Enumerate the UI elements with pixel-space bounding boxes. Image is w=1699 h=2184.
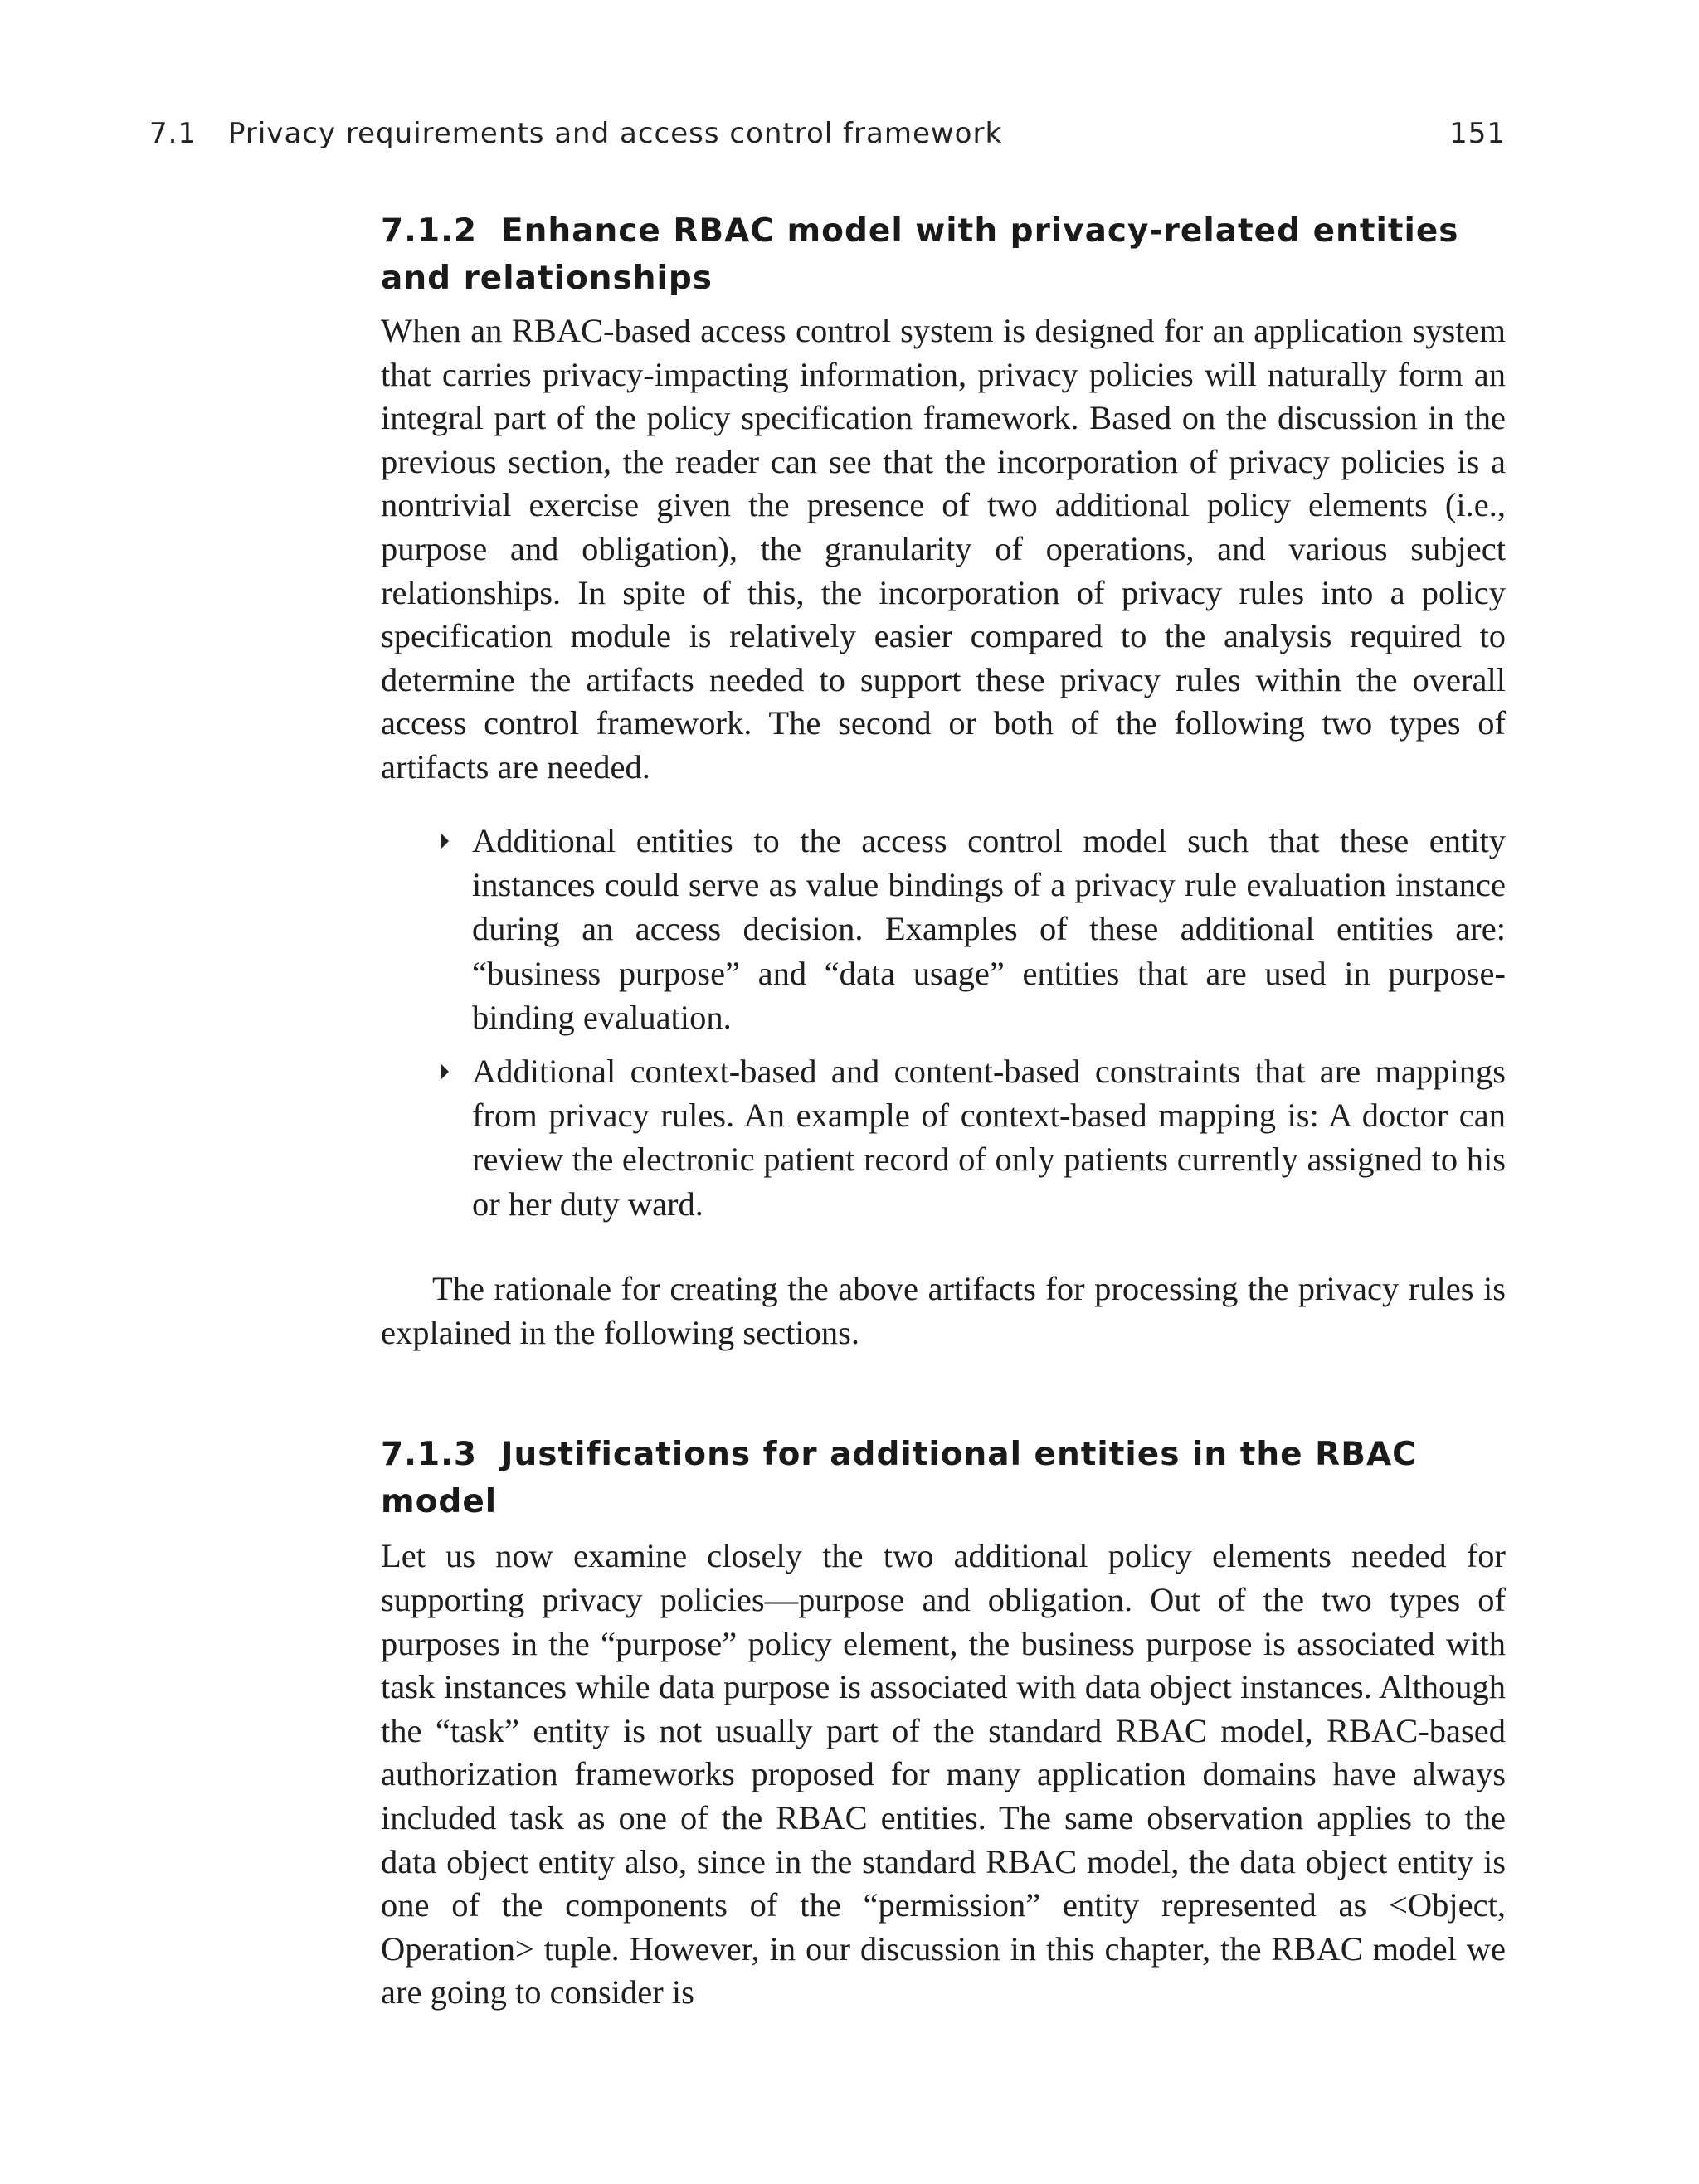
section-heading-7-1-3 [381, 1431, 1506, 1525]
triangle-bullet-icon [441, 833, 449, 849]
section-number-7-1-2: 7.1.2 [381, 212, 478, 250]
section-heading-7-1-2 [381, 207, 1506, 302]
running-head-section-number: 7.1 [149, 117, 197, 150]
section-number-7-1-3: 7.1.3 [381, 1436, 478, 1474]
section-7-1-3-paragraph: Let us now examine closely the two additional policy elements needed for supporting privacy policies—purpose and obligation. Out of the two types of purposes in the “purpose” policy element, the business purpose is associated with task instances while data purpose is associated with data object instances. Although the “task” entity is not usually part of the standard RBAC model, RBAC-based authorization frameworks proposed for many application domains have always included task as one of the RBAC entities. The same observation applies to the data object entity also, since in the standard RBAC model, the data object entity is one of the components of the “permission” entity represented as <Object, Operation> tuple. However, in our discussion in this chapter, the RBAC model we are going to consider is [381, 1537, 1506, 2011]
section-title-7-1-3: Justifications for additional entities in the RBAC model [381, 1436, 1417, 1521]
page-body [381, 207, 1506, 2015]
page-number: 151 [1449, 117, 1506, 150]
rationale-paragraph: The rationale for creating the above artifacts for processing the privacy rules is explained in the following sections. [381, 1270, 1506, 1351]
running-head [149, 117, 1506, 158]
section-title-7-1-2: Enhance RBAC model with privacy-related entities and relationships [381, 212, 1459, 297]
section-7-1-2-paragraph: When an RBAC-based access control system is designed for an application system that carries privacy-impacting information, privacy policies will naturally form an integral part of the policy specification framework. Based on the discussion in the previous section, the reader can see that the incorporation of privacy policies is a nontrivial exercise given the presence of two additional policy elements (i.e., purpose and obligation), the granularity of operations, and various subject relationships. In spite of this, the incorporation of privacy rules into a policy specification module is relatively easier compared to the analysis required to determine the artifacts needed to support these privacy rules within the overall access control framework. The second or both of the following two types of artifacts are needed. [381, 312, 1506, 786]
artifact-bullet-list [381, 819, 1506, 1227]
bullet-item [472, 1049, 1506, 1227]
bullet-item [472, 819, 1506, 1040]
running-head-section-title: Privacy requirements and access control framework [228, 117, 1003, 150]
triangle-bullet-icon [441, 1063, 449, 1080]
bullet-text: Additional entities to the access control model such that these entity instances could serve as value bindings of a privacy rule evaluation instance during an access decision. Examples of these additional entities are: “business purpose” and “data usage” entities that are used in purpose-binding evaluation. [472, 821, 1506, 1037]
bullet-text: Additional context-based and content-based constraints that are mappings from privacy rules. An example of context-based mapping is: A doctor can review the electronic patient record of only patients currently assigned to his or her duty ward. [472, 1052, 1506, 1223]
